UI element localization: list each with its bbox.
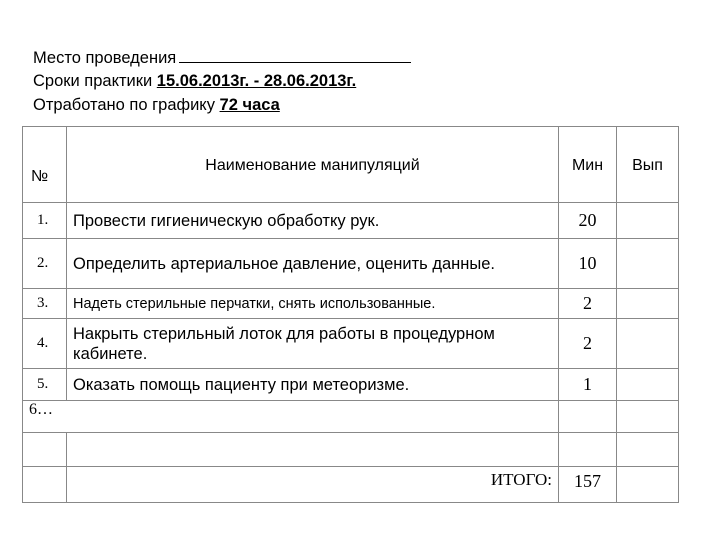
total-label: ИТОГО: [67,467,559,503]
row-name: Оказать помощь пациенту при метеоризме. [67,369,559,401]
table-row [23,433,679,467]
table-row [23,289,679,319]
row-6-label: 6… [23,401,559,433]
table-row [23,319,679,369]
table-row [23,401,679,433]
place-blank-line [179,47,411,63]
row-name: Надеть стерильные перчатки, снять использованные. [67,289,559,319]
empty-cell [559,433,617,467]
table-row [23,369,679,401]
row-min: 2 [559,319,617,369]
place-label: Место проведения [33,49,177,67]
row-min: 10 [559,239,617,289]
row-done-cell[interactable] [617,369,679,401]
table-row [23,239,679,289]
total-value: 157 [559,467,617,503]
row-done-cell[interactable] [617,401,679,433]
row-done-cell[interactable] [617,239,679,289]
row-done-cell[interactable] [617,289,679,319]
row-min-empty [559,401,617,433]
total-row [23,467,679,503]
col-name-header: Наименование манипуляций [67,127,559,203]
row-name: Определить артериальное давление, оценить данные. [67,239,559,289]
table-row [23,203,679,239]
row-min: 2 [559,289,617,319]
manipulations-table [22,126,679,503]
empty-cell [67,433,559,467]
empty-cell [23,467,67,503]
worked-line [33,95,280,115]
table-header-row [23,127,679,203]
row-done-cell[interactable] [617,467,679,503]
row-number: 5. [23,369,67,401]
worked-value: 72 часа [219,96,280,114]
row-number: 2. [23,239,67,289]
col-min-header: Мин [559,127,617,203]
row-done-cell[interactable] [617,433,679,467]
row-done-cell[interactable] [617,203,679,239]
row-number: 4. [23,319,67,369]
row-name: Провести гигиеническую обработку рук. [67,203,559,239]
worked-label: Отработано по графику [33,96,215,114]
manipulations-table-wrap [22,126,679,503]
row-min: 1 [559,369,617,401]
empty-cell [23,433,67,467]
period-value: 15.06.2013г. - 28.06.2013г. [156,72,357,90]
row-min: 20 [559,203,617,239]
col-number-header: № [23,127,67,203]
row-name: Накрыть стерильный лоток для работы в процедурном кабинете. [67,319,559,369]
col-done-header: Вып [617,127,679,203]
row-number: 3. [23,289,67,319]
period-line [33,71,356,91]
row-number: 1. [23,203,67,239]
period-label: Сроки практики [33,72,153,90]
row-done-cell[interactable] [617,319,679,369]
place-line [33,47,411,68]
